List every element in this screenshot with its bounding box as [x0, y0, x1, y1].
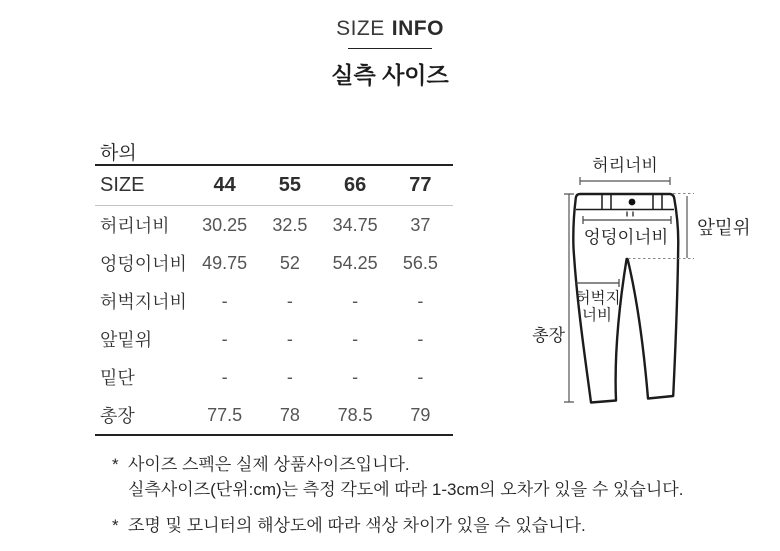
page-title-info: INFO	[391, 17, 444, 40]
row-label: 앞밑위	[100, 330, 153, 350]
cell-value: 34.75	[332, 214, 378, 235]
column-header-size: SIZE	[100, 174, 145, 196]
size-info-header	[0, 17, 780, 88]
thigh-width-label-line1: 허벅지	[575, 290, 621, 307]
asterisk-bullet: *	[112, 516, 119, 535]
column-header-55: 55	[278, 174, 301, 196]
footnotes	[112, 452, 752, 538]
cell-value: 78	[279, 404, 300, 425]
cell-value: 79	[410, 404, 431, 425]
footnote-color-difference	[112, 513, 752, 538]
table-row-hip	[95, 244, 453, 282]
cell-value: -	[286, 366, 293, 387]
pants-diagram-svg	[525, 150, 780, 450]
cell-value: -	[352, 328, 359, 349]
row-label: 밑단	[100, 368, 135, 388]
table-row-total-length	[95, 396, 453, 434]
cell-value: -	[221, 290, 228, 311]
total-length-label: 총장	[532, 326, 565, 345]
cell-value: 52	[279, 252, 300, 273]
page-subtitle: 실측 사이즈	[331, 62, 449, 88]
footnote-text	[128, 452, 752, 502]
cell-value: -	[221, 328, 228, 349]
table-row-front-rise	[95, 320, 453, 358]
cell-value: 37	[410, 214, 431, 235]
footnote-line: 실측사이즈(단위:cm)는 측정 각도에 따라 1-3cm의 오차가 있을 수 있습니다.	[128, 480, 684, 499]
row-label: 총장	[100, 406, 135, 426]
hip-width-label: 엉덩이너비	[583, 227, 669, 247]
cell-value: -	[417, 328, 424, 349]
cell-value: -	[352, 366, 359, 387]
waist-measure-line	[580, 177, 670, 185]
cell-value: 49.75	[202, 252, 248, 273]
row-label: 허리너비	[100, 216, 170, 236]
cell-value: 32.5	[272, 214, 308, 235]
table-row-thigh	[95, 282, 453, 320]
title-divider	[348, 48, 432, 49]
cell-value: 78.5	[337, 404, 373, 425]
front-rise-label: 앞밑위	[697, 217, 751, 238]
column-header-66: 66	[344, 174, 367, 196]
page-title-size: SIZE	[336, 17, 385, 40]
cell-value: -	[221, 366, 228, 387]
thigh-width-label-line2: 너비	[582, 307, 612, 324]
cell-value: 56.5	[402, 252, 438, 273]
cell-value: 54.25	[332, 252, 378, 273]
size-table-section	[95, 138, 453, 436]
waist-width-label: 허리너비	[592, 156, 658, 175]
footnote-line: 조명 및 모니터의 해상도에 따라 색상 차이가 있을 수 있습니다.	[128, 516, 586, 535]
button-dot	[629, 199, 636, 206]
page-title	[0, 17, 780, 40]
cell-value: 30.25	[202, 214, 248, 235]
cell-value: 77.5	[207, 404, 243, 425]
pants-measurement-diagram	[525, 150, 780, 450]
footnote-text	[128, 513, 752, 538]
row-label: 허벅지너비	[100, 292, 187, 312]
cell-value: -	[417, 290, 424, 311]
section-label-bottoms: 하의	[100, 143, 137, 164]
table-row-waist	[95, 206, 453, 244]
asterisk-bullet: *	[112, 455, 119, 474]
cell-value: -	[286, 328, 293, 349]
cell-value: -	[286, 290, 293, 311]
column-header-77: 77	[409, 174, 432, 196]
column-header-44: 44	[213, 174, 236, 196]
cell-value: -	[417, 366, 424, 387]
row-label: 엉덩이너비	[100, 254, 187, 274]
size-table-header-row	[95, 166, 453, 206]
footnote-line: 사이즈 스펙은 실제 상품사이즈입니다.	[128, 455, 410, 474]
table-row-hem	[95, 358, 453, 396]
size-table	[95, 164, 453, 436]
cell-value: -	[352, 290, 359, 311]
footnote-size-spec	[112, 452, 752, 502]
